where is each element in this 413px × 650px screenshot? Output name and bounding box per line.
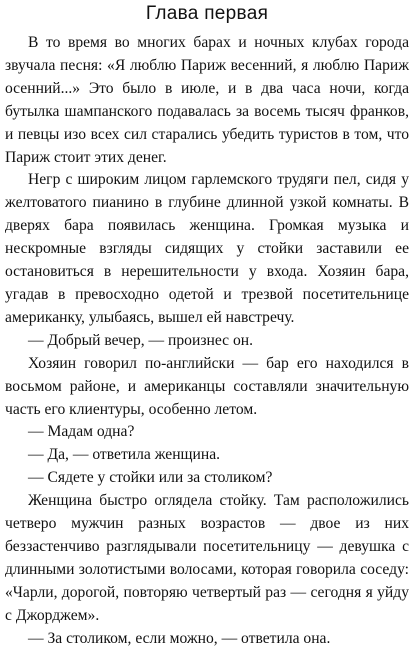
chapter-body (5, 32, 409, 650)
paragraph-9: — За столиком, если можно, — ответила она. (28, 629, 331, 647)
paragraph-6: — Да, — ответила женщина. (28, 446, 221, 464)
paragraph-8: Женщина быстро оглядела стойку. Там расположились четверо мужчин разных возрастов — двое из них беззастенчиво разглядывали посетительницу — девушка с длинными золотистыми волосами, которая говорила соседу: «Чарли, дорогой, повторяю четвертый раз — сегодня я уйду с Джорджем». (5, 492, 409, 624)
paragraph-3: — Добрый вечер, — произнес он. (28, 331, 253, 349)
paragraph-1: В то время во многих барах и ночных клубах города звучала песня: «Я люблю Париж весенний, я люблю Париж осенний...» Это было в июле, и в два часа ночи, когда бутылка шампанского подавалась за восемь тысяч франков, и певцы изо всех сил старались убедить туристов в том, что Париж стоит этих денег. (5, 34, 409, 166)
chapter-title: Глава первая (145, 3, 269, 24)
paragraph-2: Негр с широким лицом гарлемского трудяги пел, сидя у желтоватого пианино в глубине длинной узкой комнаты. В дверях бара появилась женщина. Громкая музыка и нескромные взгляды сидящих у стойки заставили ее остановиться в нерешительности у входа. Хозяин бара, угадав в превосходно одетой и трезвой посетительнице американку, улыбаясь, вышел ей навстречу. (5, 171, 409, 326)
paragraph-5: — Мадам одна? (28, 423, 135, 441)
paragraph-7: — Сядете у стойки или за столиком? (28, 469, 273, 487)
paragraph-4: Хозяин говорил по-английски — бар его находился в восьмом районе, и американцы составляли значительную часть его клиентуры, особенно летом. (5, 354, 409, 418)
